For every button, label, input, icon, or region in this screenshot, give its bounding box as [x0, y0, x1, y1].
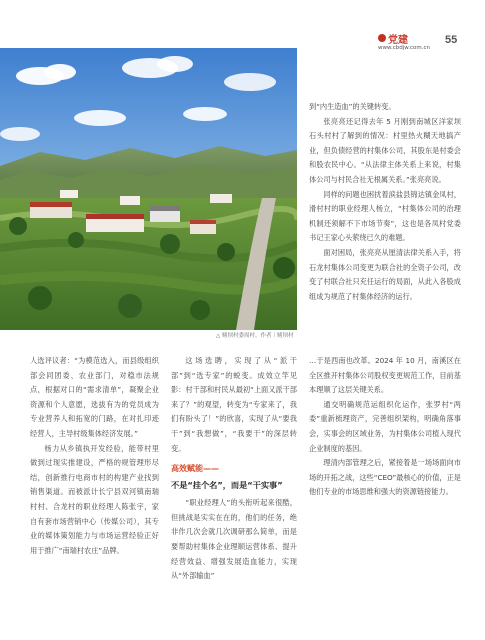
paragraph: 杨力从乡镇执开发经验，能带村里做到过现实推建设，严格的规管理形尽结，创新推行电商市村的构建产业找到销售渠道。而被派计长宁县双河镇南瑞村村、合龙村的职业经理人陈张宇，家自有套市场营销中心（传媒公司），其专业的媒体策划能力与市场运营经验正好用于推广“南瑞村农庄”品牌。: [30, 443, 159, 555]
paragraph: 通交明确规范运组织化运作，张罗村“两委”重新梳理资产，完善组织架构，明确角落事会，实事会的区域业务，为村集体公司植入现代企业制度的基因。: [309, 399, 461, 453]
party-emblem-icon: [378, 34, 386, 42]
article-column-middle: [171, 354, 297, 584]
village-aerial-photo: [0, 48, 297, 330]
paragraph: 人选评议者：“为模范选入，而县级组织部会同团委、农业部门，对稳市法规点，根据对口的“需求清单”，凝聚企业资源和个人意愿，选拔有为的党员成为专业营养人和拓宽的门路，在对扎印迹经营人，主导村级集体经济发展。”: [30, 356, 159, 438]
section-title: 不是“挂个名”，而是“干实事”: [171, 480, 283, 491]
article-column-left: [30, 354, 159, 558]
paragraph: “职业经理人”的头衔听起来很酷，但挑战是实实在在的，他们的任务，绝非作几次会就几次调研那么简单，而是要帮助村集体企业理顺运营体系、提升经营效益、增强发展造血能力，实现从“外部输血”: [171, 498, 297, 581]
photo-caption: △ 赌坝村委周村。作者｜赌坝村: [216, 333, 294, 339]
paragraph: 同样的问题也困扰着滨盐县锦达镇金凤村，滑村村的职业经理人杨立，“村集体公司的治理机制还须解不下市场节奏”，这也是各凤村党委书记王家心头萦绕已久的难题。: [309, 189, 461, 243]
paragraph: 这场选聘，实现了从“派干部”到“选专家”的蜕变。成效立竿见影：村干部和村民从最初“上面又派干部来了？”的观望，转变为“专家来了，我们有盼头了！”的欣喜，实现了从“要我干”到“我想做”，“我要干”的深层转变。: [171, 356, 297, 453]
paragraph: 张亮亮还记得去年 5 月刚到南城区洋家坝石头村村了解到的情况：村里热火糊天地搞产业，但负债经营的村集体公司，其股东是村委会和股农民中心。“从法律主体关系上来说，村集体公司与村民合社无根属关系。”张亮亮说。: [309, 116, 461, 184]
article-column-right-top: [309, 100, 461, 304]
section-tag: 高效赋能——: [171, 464, 219, 474]
paragraph: 面对困局，张亮亮从厘清法律关系入手，将石龙村集体公司变更为联合社的全资子公司，改变了村联合社只充任运行的局面，从此入各股成组成为规范了村集体经济的运行。: [309, 247, 461, 301]
paragraph: 到“内生造血”的关键转变。: [309, 102, 396, 111]
logo-text: 党建: [388, 34, 408, 46]
paragraph: …于是西南也改革。2024 年 10 月，南溪区在全区推开村集体公司股权变更规范工作，目前基本理顺了这层关键关系。: [309, 356, 461, 395]
magazine-logo: [378, 32, 436, 44]
article-column-right-bottom: [309, 354, 461, 500]
website-url: www.cbdjw.com.cn: [378, 45, 431, 51]
paragraph: 理清内部管理之后，紧接着是一场场面向市场的开拓之战，这些“CEO”最核心的价值，正是他们专业的市场思维和强大的资源链接能力。: [309, 458, 461, 497]
page-number: 55: [445, 34, 458, 46]
